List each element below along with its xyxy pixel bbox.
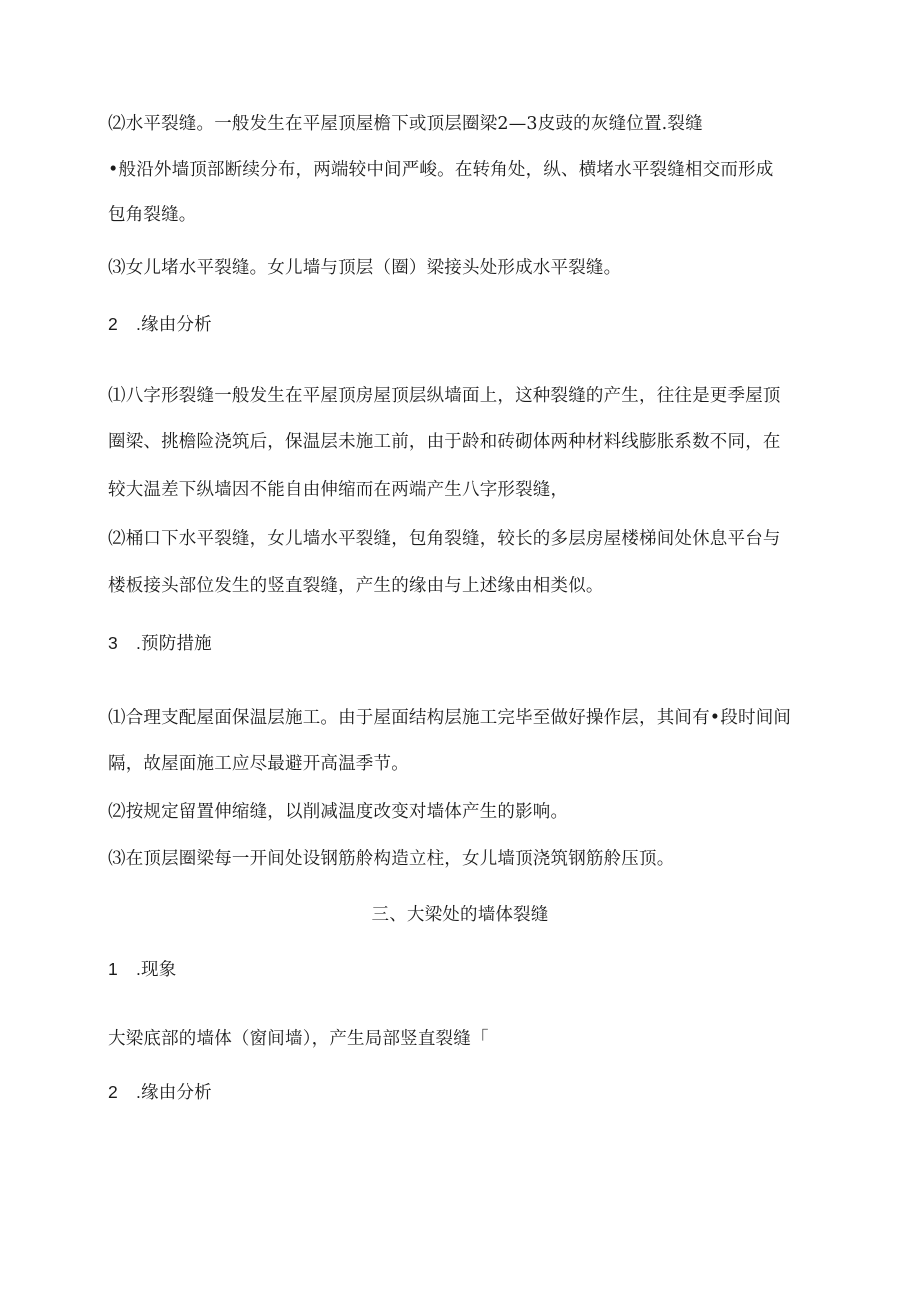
paragraph-line: 包角裂缝。: [108, 205, 197, 225]
paragraph-line: ⑶在顶层圈梁每一开间处设钢筋舲构造立柱，女儿墙顶浇筑钢筋舲压顶。: [108, 849, 675, 869]
heading-text: .缘由分析: [136, 314, 212, 334]
paragraph-line: 楼板接头部位发生的竖直裂缝，产生的缘由与上述缘由相类似。: [108, 576, 604, 596]
paragraph-line: ⑵水平裂缝。一般发生在平屋顶屋檐下或顶层圈梁2—3皮豉的灰缝位置.裂缝: [108, 114, 703, 134]
paragraph-line: ⑵按规定留置伸缩缝，以削减温度改变对墙体产生的影响。: [108, 802, 569, 822]
heading-text: .预防措施: [136, 633, 212, 653]
paragraph-line: ⑶女儿堵水平裂缝。女儿墙与顶层（圈）梁接头处形成水平裂缝。: [108, 258, 622, 278]
paragraph-line: ⑴合理支配屋面保温层施工。由于屋面结构层施工完毕至做好操作层，其间有•段时间间: [108, 708, 792, 728]
paragraph-line: ⑵桶口下水平裂缝，女儿墙水平裂缝，包角裂缝，较长的多层房屋楼梯间处休息平台与: [108, 529, 781, 549]
paragraph-line: 圈梁、挑檐险浇筑后，保温层未施工前，由于龄和砖砌体两种材料线膨胀系数不同，在: [108, 432, 781, 452]
heading-number: 2: [108, 1082, 118, 1102]
heading-number: 3: [108, 633, 118, 653]
section-heading: [108, 631, 212, 655]
paragraph-line: ⑴八字形裂缝一般发生在平屋顶房屋顶层纵墙面上，这种裂缝的产生，往往是更季屋顶: [108, 386, 781, 406]
heading-text: .现象: [136, 959, 177, 979]
heading-number: 1: [108, 959, 118, 979]
paragraph-line: 隔，故屋面施工应尽最避开高温季节。: [108, 754, 409, 774]
section-heading: [108, 957, 176, 981]
paragraph-line: 较大温差下纵墙因不能自由伸缩而在两端产生八字形裂缝，: [108, 480, 569, 500]
section-heading: [108, 312, 212, 336]
heading-text: .缘由分析: [136, 1082, 212, 1102]
paragraph-line: •般沿外墙顶部断续分布，两端较中间严峻。在转角处，纵、横堵水平裂缝相交而形成: [108, 160, 774, 180]
section-title: 三、大梁处的墙体裂缝: [371, 905, 549, 925]
section-heading: [108, 1080, 212, 1104]
paragraph-line: 大梁底部的墙体（窗间墙），产生局部竖直裂缝「: [108, 1029, 489, 1049]
heading-number: 2: [108, 314, 118, 334]
